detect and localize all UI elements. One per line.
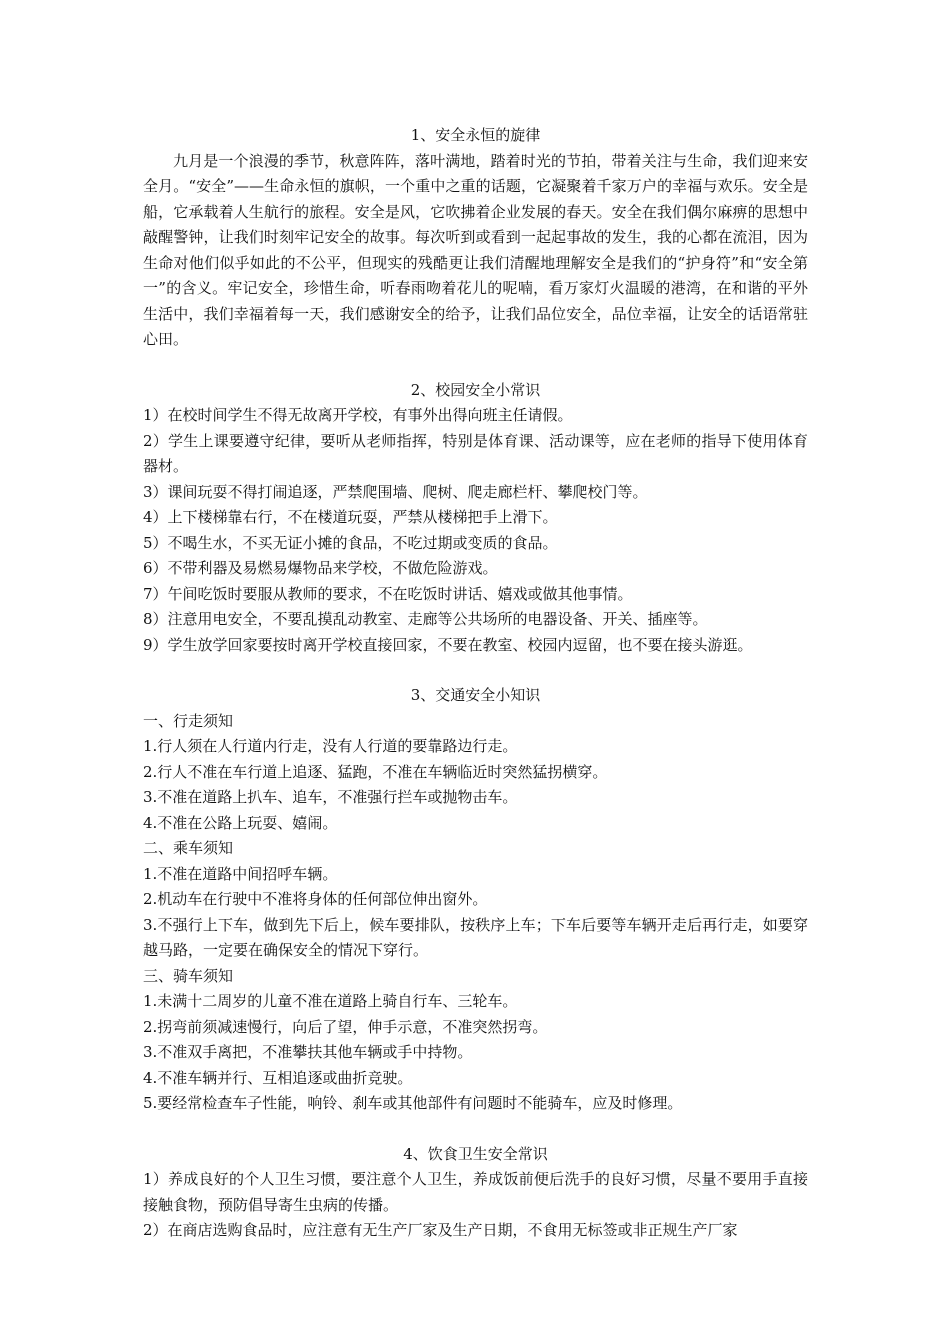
list-item: 1.未满十二周岁的儿童不准在道路上骑自行车、三轮车。 [143, 992, 518, 1010]
list-item: 7）午间吃饭时要服从教师的要求，不在吃饭时讲话、嬉戏或做其他事情。 [143, 584, 633, 603]
list-item: 2.机动车在行驶中不准将身体的任何部位伸出窗外。 [143, 890, 488, 908]
list-item: 1）养成良好的个人卫生习惯，要注意个人卫生，养成饭前便后洗手的良好习惯，尽量不要用手直接接触食物，预防倡导寄生虫病的传播。 [143, 1170, 808, 1214]
section-gap [143, 658, 808, 683]
list-item: 3）课间玩耍不得打闹追逐，严禁爬围墙、爬树、爬走廊栏杆、攀爬校门等。 [143, 482, 648, 501]
subsection-heading: 二、乘车须知 [143, 839, 234, 857]
section-gap [143, 353, 808, 378]
list-item: 5）不喝生水，不买无证小摊的食品，不吃过期或变质的食品。 [143, 533, 558, 552]
list-item: 2）在商店选购食品时，应注意有无生产厂家及生产日期，不食用无标签或非正规生产厂家 [143, 1221, 738, 1239]
list-item: 2）学生上课要遵守纪律，要听从老师指挥，特别是体育课、活动课等，应在老师的指导下使用体育器材。 [143, 431, 808, 475]
list-item: 4）上下楼梯靠右行，不在楼道玩耍，严禁从楼梯把手上滑下。 [143, 508, 558, 526]
list-item: 4.不准车辆并行、互相追逐或曲折竞驶。 [143, 1068, 413, 1087]
subsection-heading: 一、行走须知 [143, 711, 234, 730]
subsection-heading: 三、骑车须知 [143, 966, 234, 985]
list-item: 3.不强行上下车，做到先下后上，候车要排队，按秩序上车；下车后要等车辆开走后再行走，如要穿越马路，一定要在确保安全的情况下穿行。 [143, 915, 808, 959]
list-item: 1.不准在道路中间招呼车辆。 [143, 864, 338, 883]
section-title-2: 2、校园安全小常识 [410, 380, 541, 399]
list-item: 2.拐弯前须减速慢行，向后了望，伸手示意，不准突然拐弯。 [143, 1017, 548, 1036]
list-item: 8）注意用电安全，不要乱摸乱动教室、走廊等公共场所的电器设备、开关、插座等。 [143, 610, 708, 628]
section-gap [143, 1117, 808, 1142]
list-item: 3.不准双手离把，不准攀扶其他车辆或手中持物。 [143, 1043, 473, 1061]
list-item: 1）在校时间学生不得无故离开学校，有事外出得向班主任请假。 [143, 406, 573, 424]
section-paragraph-1: 九月是一个浪漫的季节，秋意阵阵，落叶满地，踏着时光的节拍，带着关注与生命，我们迎来安全月。“安全”——生命永恒的旗帜，一个重中之重的话题，它凝聚着千家万户的幸福与欢乐。安全是船，它承载着人生航行的旅程。安全是风，它吹拂着企业发展的春天。安全在我们偶尔麻痹的思想中敲醒警钟，让我们时刻牢记安全的故事。每次听到或看到一起起事故的发生，我的心都在流泪，因为生命对他们似乎如此的不公平，但现实的残酷更让我们清醒地理解安全是我们的“护身符”和“安全第一”的含义。牢记安全，珍惜生命，听春雨吻着花儿的呢喃，看万家灯火温暖的港湾，在和谐的平外生活中，我们幸福着每一天，我们感谢安全的给予，让我们品位安全，品位幸福，让安全的话语常驻心田。 [143, 151, 808, 348]
list-item: 6）不带利器及易燃易爆物品来学校，不做危险游戏。 [143, 559, 498, 577]
section-title-1: 1、安全永恒的旋律 [410, 126, 541, 144]
section-title-3: 3、交通安全小知识 [410, 686, 541, 704]
list-item: 5.要经常检查车子性能，响铃、刹车或其他部件有问题时不能骑车，应及时修理。 [143, 1094, 683, 1112]
list-item: 3.不准在道路上扒车、追车，不准强行拦车或抛物击车。 [143, 788, 518, 806]
document-body [143, 123, 808, 1244]
list-item: 4.不准在公路上玩耍、嬉闹。 [143, 813, 338, 832]
list-item: 9）学生放学回家要按时离开学校直接回家，不要在教室、校园内逗留，也不要在接头游逛。 [143, 635, 753, 654]
list-item: 1.行人须在人行道内行走，没有人行道的要靠路边行走。 [143, 737, 518, 755]
section-title-4: 4、饮食卫生安全常识 [403, 1144, 548, 1163]
list-item: 2.行人不准在车行道上追逐、猛跑，不准在车辆临近时突然猛拐横穿。 [143, 762, 608, 781]
